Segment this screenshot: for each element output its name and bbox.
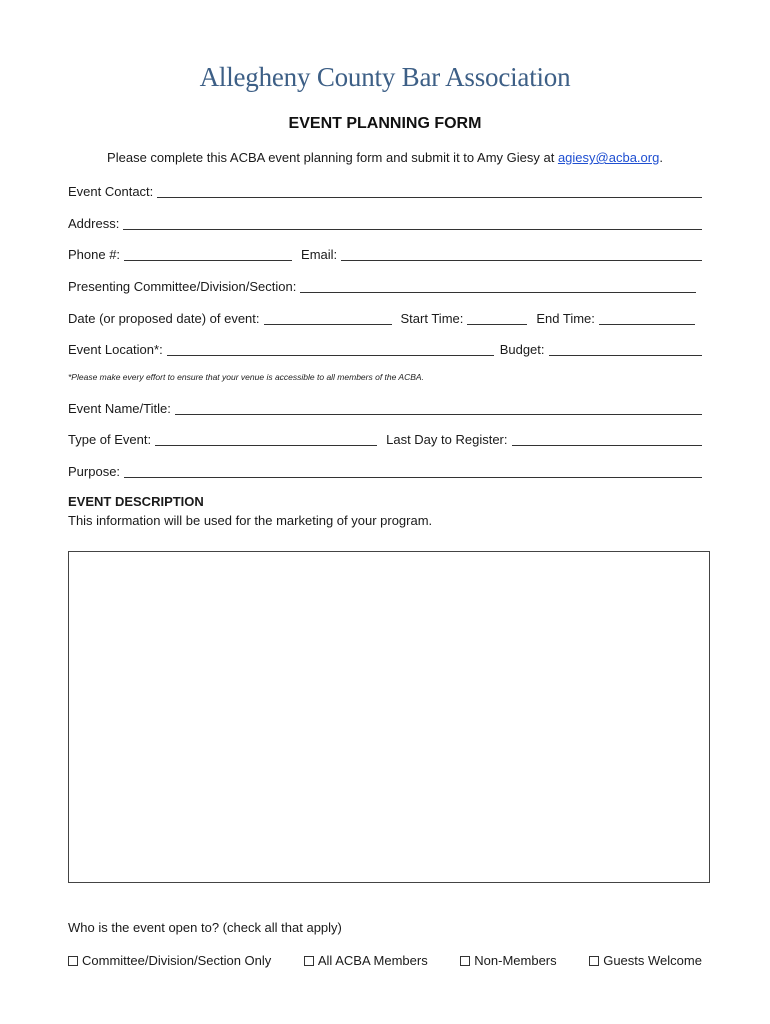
- option-all-members[interactable]: [304, 953, 428, 968]
- purpose-label: Purpose:: [68, 464, 121, 479]
- checkbox-icon[interactable]: [589, 956, 599, 966]
- intro-text: [0, 150, 770, 165]
- audience-question: Who is the event open to? (check all that apply): [68, 920, 342, 935]
- event-contact-field[interactable]: [157, 183, 702, 198]
- intro-text-end: .: [659, 150, 663, 165]
- location-budget-row: [68, 340, 702, 358]
- type-of-event-field[interactable]: [155, 431, 377, 446]
- intro-text-body: Please complete this ACBA event planning form and submit it to Amy Giesy at: [107, 150, 558, 165]
- event-date-field[interactable]: [264, 310, 392, 325]
- event-name-label: Event Name/Title:: [68, 401, 171, 416]
- date-time-row: [68, 309, 695, 327]
- event-contact-row: [68, 182, 702, 200]
- purpose-row: [68, 462, 702, 480]
- phone-field[interactable]: [124, 246, 292, 261]
- start-time-field[interactable]: [467, 310, 527, 325]
- option-guests-welcome[interactable]: [589, 953, 702, 968]
- event-description-heading: EVENT DESCRIPTION: [68, 494, 204, 509]
- option-non-members-label: Non-Members: [474, 953, 557, 968]
- phone-label: Phone #:: [68, 247, 121, 262]
- presenting-committee-field[interactable]: [300, 278, 696, 293]
- event-description-subtext: This information will be used for the marketing of your program.: [68, 513, 433, 528]
- address-label: Address:: [68, 216, 120, 231]
- event-location-field[interactable]: [167, 341, 494, 356]
- type-of-event-label: Type of Event:: [68, 432, 152, 447]
- phone-email-row: [68, 245, 702, 263]
- end-time-label: End Time:: [536, 311, 595, 326]
- address-row: [68, 214, 702, 232]
- budget-label: Budget:: [499, 342, 545, 357]
- option-guests-welcome-label: Guests Welcome: [603, 953, 702, 968]
- last-day-label: Last Day to Register:: [386, 432, 508, 447]
- presenting-committee-label: Presenting Committee/Division/Section:: [68, 279, 297, 294]
- end-time-field[interactable]: [599, 310, 695, 325]
- presenting-committee-row: [68, 277, 696, 295]
- budget-field[interactable]: [549, 341, 702, 356]
- option-committee-only-label: Committee/Division/Section Only: [82, 953, 272, 968]
- event-date-label: Date (or proposed date) of event:: [68, 311, 260, 326]
- event-contact-label: Event Contact:: [68, 184, 154, 199]
- accessibility-note: *Please make every effort to ensure that your venue is accessible to all members of the ACBA.: [68, 372, 424, 382]
- option-committee-only[interactable]: [68, 953, 271, 968]
- checkbox-icon[interactable]: [460, 956, 470, 966]
- start-time-label: Start Time:: [400, 311, 464, 326]
- purpose-field[interactable]: [124, 463, 702, 478]
- email-label: Email:: [301, 247, 338, 262]
- address-field[interactable]: [123, 215, 702, 230]
- option-non-members[interactable]: [460, 953, 556, 968]
- audience-options: [68, 953, 702, 968]
- event-name-field[interactable]: [175, 400, 702, 415]
- org-logo-text: Allegheny County Bar Association: [199, 62, 571, 92]
- option-all-members-label: All ACBA Members: [317, 953, 428, 968]
- checkbox-icon[interactable]: [304, 956, 314, 966]
- form-title: EVENT PLANNING FORM: [288, 115, 482, 132]
- event-name-row: [68, 399, 702, 417]
- email-field[interactable]: [341, 246, 702, 261]
- event-description-textbox[interactable]: [68, 551, 710, 883]
- event-location-label: Event Location*:: [68, 342, 163, 357]
- last-day-field[interactable]: [512, 431, 703, 446]
- type-lastday-row: [68, 430, 702, 448]
- checkbox-icon[interactable]: [68, 956, 78, 966]
- contact-email-link[interactable]: agiesy@acba.org: [557, 150, 660, 165]
